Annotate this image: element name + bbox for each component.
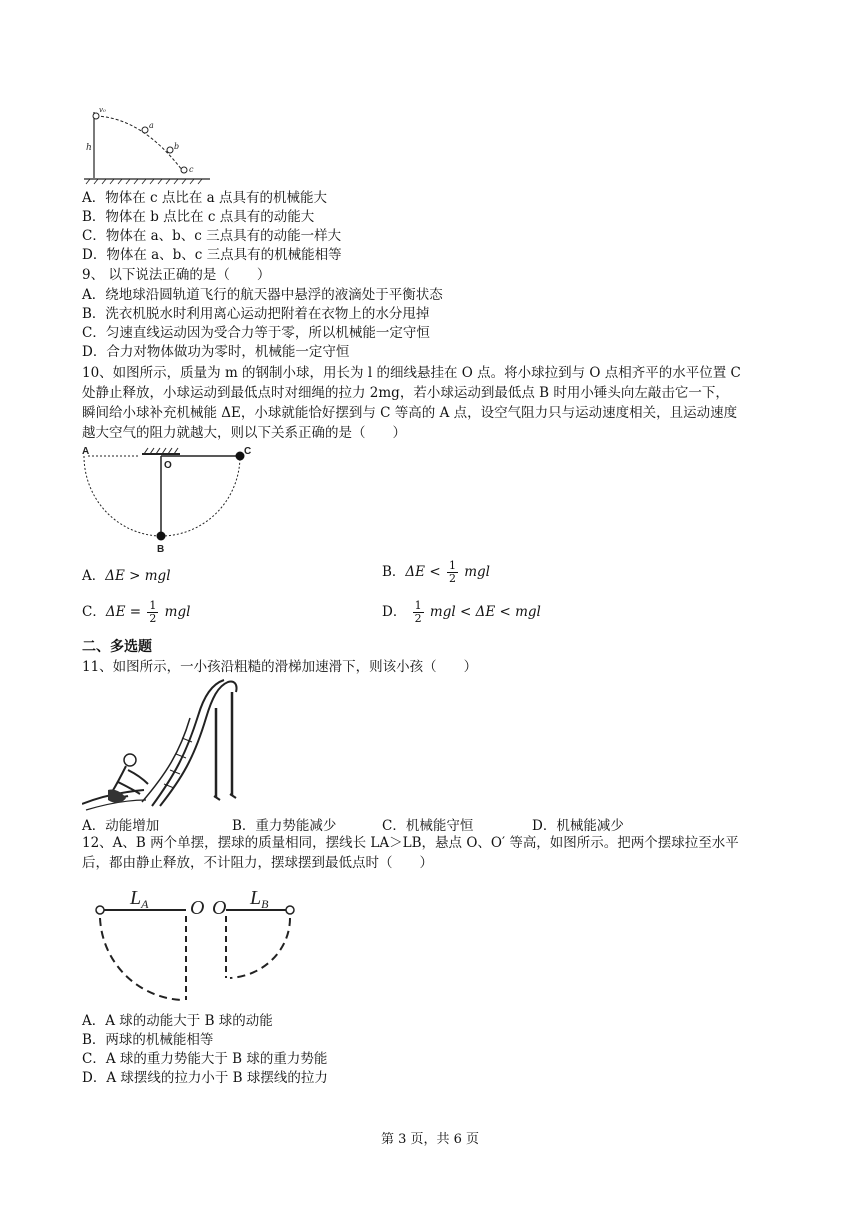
h-label: h [86, 143, 92, 153]
fraction-half: $\frac{1}{2}$ [149, 599, 157, 625]
q8-option-a: A．物体在 c 点比在 a 点具有的机械能大 [82, 190, 328, 206]
q9-option-d: D．合力对物体做功为零时，机械能一定守恒 [82, 344, 350, 360]
section-heading: 二、多选题 [82, 639, 152, 655]
q11-option-c: C．机械能守恒 [382, 818, 474, 834]
q11-option-d: D．机械能减少 [532, 818, 624, 834]
q12-option-a: A．A 球的动能大于 B 球的动能 [82, 1013, 273, 1029]
pendulum-figure [80, 444, 260, 556]
q9-option-b: B．洗衣机脱水时利用离心运动把附着在衣物上的水分甩掉 [82, 306, 430, 322]
a-label: a [149, 121, 154, 130]
LA-label: $L_A$ [130, 887, 149, 911]
LB-label: $L_B$ [250, 887, 269, 911]
A-point-label: A [82, 446, 90, 457]
two-pendulums-figure [86, 880, 302, 1008]
q11-stem: 11、如图所示，一小孩沿粗糙的滑梯加速滑下，则该小孩（ ） [82, 659, 478, 675]
q9-option-c: C．匀速直线运动因为受合力等于零，所以机械能一定守恒 [82, 325, 430, 341]
q12-option-d: D．A 球摆线的拉力小于 B 球摆线的拉力 [82, 1070, 328, 1086]
projectile-figure [82, 104, 212, 186]
q10-stem-line-2: 处静止释放，小球运动到最低点时对细绳的拉力 2mg，若小球运动到最低点 B 时用小锤头向左敲击它一下， [82, 385, 729, 401]
q11-option-b: B．重力势能减少 [232, 818, 337, 834]
q9-stem: 9、 以下说法正确的是（ ） [82, 267, 271, 283]
O-point-label: O [164, 460, 172, 471]
q8-option-b: B．物体在 b 点比在 c 点具有的动能大 [82, 209, 315, 225]
q10-stem-line-1: 10、如图所示，质量为 m 的钢制小球，用长为 l 的细线悬挂在 O 点。将小球拉到与 O 点相齐平的水平位置 C [82, 365, 741, 381]
slide-figure [82, 678, 242, 812]
q10-stem-line-3: 瞬间给小球补充机械能 ΔE，小球就能恰好摆到与 C 等高的 A 点，设空气阻力只与运动速度相关，且运动速度 [82, 405, 738, 421]
C-point-label: C [244, 446, 252, 457]
q10-option-d: D． $\frac{1}{2}$ mgl < ΔE < mgl [382, 599, 541, 625]
q10-option-a-expr: ΔE > mgl [105, 568, 171, 584]
page-footer: 第 3 页，共 6 页 [380, 1132, 480, 1147]
fraction-half: $\frac{1}{2}$ [414, 599, 422, 625]
q9-option-a: A．绕地球沿圆轨道飞行的航天器中悬浮的液滴处于平衡状态 [82, 287, 443, 303]
q12-stem-line-2: 后，都由静止释放，不计阻力，摆球摆到最低点时（ ） [82, 855, 433, 871]
q10-stem-line-4: 越大空气的阻力就越大，则以下关系正确的是（ ） [82, 425, 406, 441]
b-label: b [174, 142, 180, 151]
q8-option-d: D．物体在 a、b、c 三点具有的机械能相等 [82, 247, 342, 263]
q12-option-c: C．A 球的重力势能大于 B 球的重力势能 [82, 1051, 328, 1067]
O-label-left: O [190, 897, 205, 919]
O-label-right: O [212, 897, 227, 919]
q10-option-b: B．ΔE < $\frac{1}{2}$ mgl [382, 559, 490, 585]
q12-stem-line-1: 12、A、B 两个单摆，摆球的质量相同，摆线长 LA＞LB，悬点 O、O′ 等高，如图所示。把两个摆球拉至水平 [82, 835, 739, 851]
q12-option-b: B．两球的机械能相等 [82, 1032, 214, 1048]
c-label: c [189, 165, 194, 174]
q10-option-a: A．ΔE > mgl [82, 568, 171, 584]
q10-option-c: C．ΔE = $\frac{1}{2}$ mgl [82, 599, 191, 625]
v0-label: v₀ [99, 106, 106, 114]
q11-option-a: A．动能增加 [82, 818, 160, 834]
B-point-label: B [157, 544, 165, 555]
fraction-half: $\frac{1}{2}$ [448, 559, 456, 585]
q8-option-c: C．物体在 a、b、c 三点具有的动能一样大 [82, 228, 342, 244]
